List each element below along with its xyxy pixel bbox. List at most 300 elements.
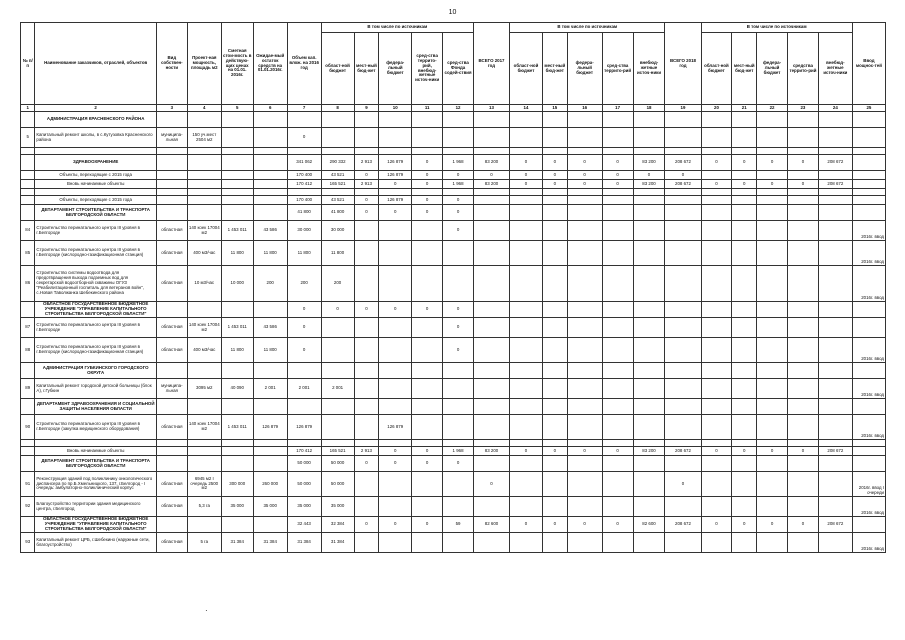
value-cell: 31 384: [287, 533, 321, 553]
column-number: 21: [732, 105, 757, 112]
value-cell: 50 000: [321, 472, 354, 497]
value-cell: 0: [379, 205, 412, 221]
value-cell: [701, 415, 732, 440]
value-cell: 0: [701, 447, 732, 456]
value-cell: 208 672: [818, 517, 852, 533]
ownership-cell: областная: [156, 266, 187, 302]
value-cell: 11 800: [253, 241, 287, 266]
value-cell: [701, 456, 732, 472]
header-ownership: Вид собствен-ности: [156, 23, 187, 105]
value-cell: 11 800: [321, 241, 354, 266]
value-cell: 0: [732, 180, 757, 189]
value-cell: [567, 196, 602, 205]
value-cell: [354, 128, 379, 148]
object-name: Строительство перинатального центра III уровня в г.Белгороде: [35, 221, 157, 241]
ownership-cell: областная: [156, 318, 187, 338]
value-cell: [701, 363, 732, 379]
value-cell: [757, 318, 788, 338]
value-cell: [701, 318, 732, 338]
value-cell: 0: [787, 517, 818, 533]
header-name: Наименование заказчиков, отраслей, объектов: [35, 23, 157, 105]
empty-cell: [633, 189, 665, 196]
value-cell: [818, 497, 852, 517]
value-cell: [757, 363, 788, 379]
value-cell: 0: [542, 447, 567, 456]
row-number: 93: [21, 533, 35, 553]
value-cell: 0: [602, 517, 633, 533]
header-group-2018: В том числе по источникам: [701, 23, 852, 33]
value-cell: 50 000: [287, 472, 321, 497]
value-cell: 0: [412, 155, 443, 171]
capacity-cell: 140 коек 17004 м2: [187, 318, 221, 338]
value-cell: [221, 128, 253, 148]
capacity-cell: [187, 399, 221, 415]
value-cell: 0: [510, 447, 543, 456]
value-cell: 0: [542, 180, 567, 189]
value-cell: [510, 318, 543, 338]
value-cell: [633, 196, 665, 205]
header-remaining: Ожидае-мый остаток средств на 01.01.2016г.: [253, 23, 287, 105]
empty-cell: [379, 148, 412, 155]
value-cell: 0: [354, 196, 379, 205]
value-cell: [665, 533, 701, 553]
empty-cell: [156, 148, 187, 155]
value-cell: 0: [321, 302, 354, 318]
value-cell: 0: [567, 517, 602, 533]
header-capacity: Проект-ная мощность, площадь м2: [187, 23, 221, 105]
value-cell: [412, 221, 443, 241]
value-cell: 43 521: [321, 171, 354, 180]
value-cell: 200: [253, 266, 287, 302]
value-cell: [602, 379, 633, 399]
value-cell: [379, 533, 412, 553]
value-cell: 0: [473, 472, 509, 497]
empty-cell: [852, 440, 885, 447]
column-number: 25: [852, 105, 885, 112]
section-name: АДМИНИСТРАЦИЯ КРАСНЕНСКОГО РАЙОНА: [35, 112, 157, 128]
commissioning-cell: 2016г. ввод I очереди: [852, 472, 885, 497]
empty-cell: [35, 440, 157, 447]
value-cell: [602, 266, 633, 302]
value-cell: 0: [757, 517, 788, 533]
value-cell: [732, 456, 757, 472]
empty-cell: [757, 440, 788, 447]
column-number: 18: [633, 105, 665, 112]
empty-cell: [443, 189, 474, 196]
row-number: [21, 302, 35, 318]
ownership-cell: [156, 456, 187, 472]
value-cell: [510, 363, 543, 379]
value-cell: [321, 363, 354, 379]
value-cell: [633, 302, 665, 318]
section-name: ДЕПАРТАМЕНТ СТРОИТЕЛЬСТВА И ТРАНСПОРТА БЕЛГОРОДСКОЙ ОБЛАСТИ: [35, 456, 157, 472]
commissioning-cell: 2016г. ввод: [852, 379, 885, 399]
value-cell: 0: [287, 318, 321, 338]
value-cell: [412, 266, 443, 302]
value-cell: [633, 128, 665, 148]
value-cell: [379, 266, 412, 302]
empty-cell: [567, 148, 602, 155]
value-cell: [602, 196, 633, 205]
value-cell: 41 800: [287, 205, 321, 221]
value-cell: [665, 379, 701, 399]
value-cell: 0: [443, 196, 474, 205]
empty-cell: [542, 148, 567, 155]
value-cell: [757, 415, 788, 440]
value-cell: 32 443: [287, 517, 321, 533]
column-number: 12: [443, 105, 474, 112]
value-cell: 0: [757, 180, 788, 189]
value-cell: 82 600: [473, 517, 509, 533]
value-cell: [354, 338, 379, 363]
commissioning-cell: [852, 196, 885, 205]
value-cell: [287, 363, 321, 379]
value-cell: [701, 221, 732, 241]
value-cell: [602, 472, 633, 497]
value-cell: [732, 241, 757, 266]
section-row: [21, 112, 886, 128]
value-cell: [542, 363, 567, 379]
value-cell: [732, 363, 757, 379]
capacity-cell: 150 уч.мест 2504 м2: [187, 128, 221, 148]
value-cell: [757, 399, 788, 415]
value-cell: [787, 456, 818, 472]
value-cell: [633, 112, 665, 128]
value-cell: [379, 497, 412, 517]
value-cell: 260 000: [253, 472, 287, 497]
value-cell: 0: [665, 171, 701, 180]
value-cell: [567, 112, 602, 128]
value-cell: 35 000: [321, 497, 354, 517]
value-cell: [818, 241, 852, 266]
value-cell: [354, 399, 379, 415]
header-2016-regional: област-ной бюджет: [321, 33, 354, 105]
header-2017-regional: област-ной бюджет: [510, 33, 543, 105]
value-cell: 0: [732, 447, 757, 456]
value-cell: [412, 415, 443, 440]
ownership-cell: [156, 363, 187, 379]
value-cell: [221, 196, 253, 205]
value-cell: 0: [412, 196, 443, 205]
value-cell: [354, 379, 379, 399]
value-cell: [757, 456, 788, 472]
value-cell: [757, 497, 788, 517]
header-2017-local: мест-ный бюд-жет: [542, 33, 567, 105]
section-row: [21, 456, 886, 472]
empty-cell: [633, 440, 665, 447]
value-cell: [510, 241, 543, 266]
value-cell: [473, 497, 509, 517]
value-cell: [473, 379, 509, 399]
header-2017-federal: федера-льный бюджет: [567, 33, 602, 105]
value-cell: 2 913: [354, 155, 379, 171]
section-name: ДЕПАРТАМЕНТ ЗДРАВООХРАНЕНИЯ И СОЦИАЛЬНОЙ ЗАЩИТЫ НАСЕЛЕНИЯ ОБЛАСТИ: [35, 399, 157, 415]
value-cell: [412, 399, 443, 415]
value-cell: 0: [542, 155, 567, 171]
value-cell: 0: [602, 171, 633, 180]
value-cell: [510, 456, 543, 472]
value-cell: [379, 472, 412, 497]
value-cell: [757, 171, 788, 180]
value-cell: [602, 221, 633, 241]
value-cell: [510, 128, 543, 148]
table-body: [21, 105, 886, 553]
value-cell: 41 800: [321, 205, 354, 221]
header-2018-extrabudget: внебюд-жетные источ-ники: [818, 33, 852, 105]
empty-cell: [473, 189, 509, 196]
value-cell: [818, 363, 852, 379]
header-2018-federal: федера-льный бюджет: [757, 33, 788, 105]
value-cell: 43 521: [321, 196, 354, 205]
value-cell: 170 412: [287, 447, 321, 456]
value-cell: [633, 399, 665, 415]
value-cell: [354, 472, 379, 497]
value-cell: 0: [732, 155, 757, 171]
empty-cell: [354, 148, 379, 155]
value-cell: 2 913: [354, 447, 379, 456]
value-cell: 50 000: [321, 456, 354, 472]
value-cell: [542, 205, 567, 221]
value-cell: [443, 415, 474, 440]
value-cell: [542, 241, 567, 266]
value-cell: [665, 338, 701, 363]
value-cell: [510, 415, 543, 440]
row-number: 92: [21, 497, 35, 517]
empty-cell: [443, 440, 474, 447]
empty-cell: [602, 148, 633, 155]
value-cell: [379, 399, 412, 415]
value-cell: [732, 338, 757, 363]
value-cell: 40 090: [221, 379, 253, 399]
value-cell: 83 200: [633, 447, 665, 456]
empty-cell: [221, 440, 253, 447]
row-number: [21, 447, 35, 456]
value-cell: [253, 180, 287, 189]
value-cell: [253, 456, 287, 472]
value-cell: 0: [354, 302, 379, 318]
row-number: 84: [21, 221, 35, 241]
commissioning-cell: 2016г. ввод: [852, 241, 885, 266]
value-cell: 10 000: [221, 266, 253, 302]
value-cell: [665, 456, 701, 472]
value-cell: [379, 338, 412, 363]
empty-cell: [412, 440, 443, 447]
value-cell: [732, 171, 757, 180]
empty-cell: [253, 148, 287, 155]
value-cell: [221, 180, 253, 189]
commissioning-cell: 2016г. ввод: [852, 497, 885, 517]
value-cell: [701, 497, 732, 517]
column-number: 3: [156, 105, 187, 112]
empty-cell: [321, 189, 354, 196]
value-cell: [757, 112, 788, 128]
value-cell: [510, 338, 543, 363]
value-cell: [443, 399, 474, 415]
value-cell: [542, 415, 567, 440]
table-header: [21, 23, 886, 105]
empty-cell: [602, 440, 633, 447]
capacity-cell: [187, 196, 221, 205]
value-cell: 0: [510, 180, 543, 189]
value-cell: 1 453 011: [221, 318, 253, 338]
value-cell: 0: [567, 155, 602, 171]
empty-cell: [187, 148, 221, 155]
value-cell: [412, 112, 443, 128]
section-row: [21, 363, 886, 379]
column-number: 13: [473, 105, 509, 112]
capacity-cell: 400 м3/час: [187, 241, 221, 266]
value-cell: 0: [443, 302, 474, 318]
object-name: Строительство перинатального центра III уровня в г.Белгороде (кислородно-газификационная станция): [35, 241, 157, 266]
capacity-cell: [187, 205, 221, 221]
value-cell: [473, 318, 509, 338]
capacity-cell: [187, 517, 221, 533]
empty-cell: [757, 148, 788, 155]
value-cell: 83 200: [633, 155, 665, 171]
value-cell: [633, 241, 665, 266]
empty-cell: [287, 189, 321, 196]
value-cell: 0: [567, 447, 602, 456]
header-2017-extrabudget: внебюд-жетные источ-ники: [633, 33, 665, 105]
header-commissioning: Ввод мощнос-тей: [852, 23, 885, 105]
column-number: 6: [253, 105, 287, 112]
row-number: 88: [21, 338, 35, 363]
column-number: 10: [379, 105, 412, 112]
value-cell: [443, 472, 474, 497]
value-cell: [787, 497, 818, 517]
value-cell: 2 001: [321, 379, 354, 399]
value-cell: 0: [379, 302, 412, 318]
value-cell: [567, 533, 602, 553]
table-row: [21, 266, 886, 302]
value-cell: [787, 171, 818, 180]
value-cell: [253, 302, 287, 318]
value-cell: [542, 128, 567, 148]
value-cell: [379, 221, 412, 241]
value-cell: [701, 171, 732, 180]
value-cell: 0: [443, 221, 474, 241]
value-cell: [818, 338, 852, 363]
value-cell: [473, 221, 509, 241]
row-number: 89: [21, 379, 35, 399]
ownership-cell: [156, 447, 187, 456]
value-cell: 0: [354, 517, 379, 533]
value-cell: [542, 533, 567, 553]
object-name: Капитальный ремонт ЦРБ, г.Шебекино (наружные сети, благоустройство): [35, 533, 157, 553]
value-cell: [321, 128, 354, 148]
value-cell: [473, 112, 509, 128]
value-cell: [757, 472, 788, 497]
value-cell: 208 672: [665, 517, 701, 533]
value-cell: [818, 399, 852, 415]
section-name: ДЕПАРТАМЕНТ СТРОИТЕЛЬСТВА И ТРАНСПОРТА БЕЛГОРОДСКОЙ ОБЛАСТИ: [35, 205, 157, 221]
column-number: 23: [787, 105, 818, 112]
section-row: [21, 517, 886, 533]
row-number: [21, 517, 35, 533]
value-cell: [443, 128, 474, 148]
value-cell: 0: [287, 302, 321, 318]
header-2018-territory: средства террито-рий: [787, 33, 818, 105]
value-cell: 0: [379, 456, 412, 472]
section-row: [21, 155, 886, 171]
value-cell: [701, 241, 732, 266]
value-cell: [665, 399, 701, 415]
table-row: [21, 533, 886, 553]
value-cell: [443, 363, 474, 379]
value-cell: [787, 112, 818, 128]
empty-cell: [21, 189, 35, 196]
value-cell: 35 000: [253, 497, 287, 517]
empty-cell: [757, 189, 788, 196]
column-number-row: [21, 105, 886, 112]
commissioning-cell: [852, 171, 885, 180]
value-cell: [818, 128, 852, 148]
ownership-cell: областная: [156, 533, 187, 553]
value-cell: [221, 456, 253, 472]
commissioning-cell: [852, 180, 885, 189]
commissioning-cell: 2016г. ввод: [852, 533, 885, 553]
value-cell: [633, 379, 665, 399]
empty-cell: [412, 148, 443, 155]
value-cell: [665, 497, 701, 517]
value-cell: 0: [633, 171, 665, 180]
subtotal-row: [21, 180, 886, 189]
value-cell: [221, 363, 253, 379]
value-cell: [602, 128, 633, 148]
value-cell: 0: [542, 171, 567, 180]
commissioning-cell: [852, 447, 885, 456]
value-cell: 126 879: [379, 196, 412, 205]
header-2018-local: мест-ный бюд-жет: [732, 33, 757, 105]
value-cell: [701, 205, 732, 221]
empty-cell: [567, 440, 602, 447]
value-cell: [757, 196, 788, 205]
empty-cell: [473, 440, 509, 447]
value-cell: 11 800: [287, 241, 321, 266]
value-cell: 0: [542, 517, 567, 533]
value-cell: [510, 497, 543, 517]
value-cell: 208 672: [665, 155, 701, 171]
value-cell: [757, 221, 788, 241]
value-cell: [354, 363, 379, 379]
empty-cell: [354, 440, 379, 447]
table-row: [21, 241, 886, 266]
value-cell: 0: [412, 302, 443, 318]
value-cell: 0: [354, 171, 379, 180]
investment-table-wrapper: [20, 22, 886, 553]
header-total-2017: ВСЕГО 2017 год: [473, 23, 509, 105]
header-2016-local: мест-ный бюд-жет: [354, 33, 379, 105]
empty-cell: [665, 148, 701, 155]
value-cell: [379, 363, 412, 379]
capacity-cell: 5,3 га: [187, 497, 221, 517]
value-cell: 83 200: [633, 180, 665, 189]
value-cell: 0: [602, 155, 633, 171]
value-cell: 0: [473, 171, 509, 180]
header-group-2016: В том числе по источникам: [321, 23, 473, 33]
value-cell: [602, 456, 633, 472]
value-cell: [412, 318, 443, 338]
value-cell: [567, 302, 602, 318]
value-cell: [510, 533, 543, 553]
empty-cell: [379, 440, 412, 447]
value-cell: [701, 128, 732, 148]
empty-cell: [253, 440, 287, 447]
section-row: [21, 302, 886, 318]
value-cell: 170 400: [287, 171, 321, 180]
value-cell: [221, 155, 253, 171]
value-cell: [379, 128, 412, 148]
